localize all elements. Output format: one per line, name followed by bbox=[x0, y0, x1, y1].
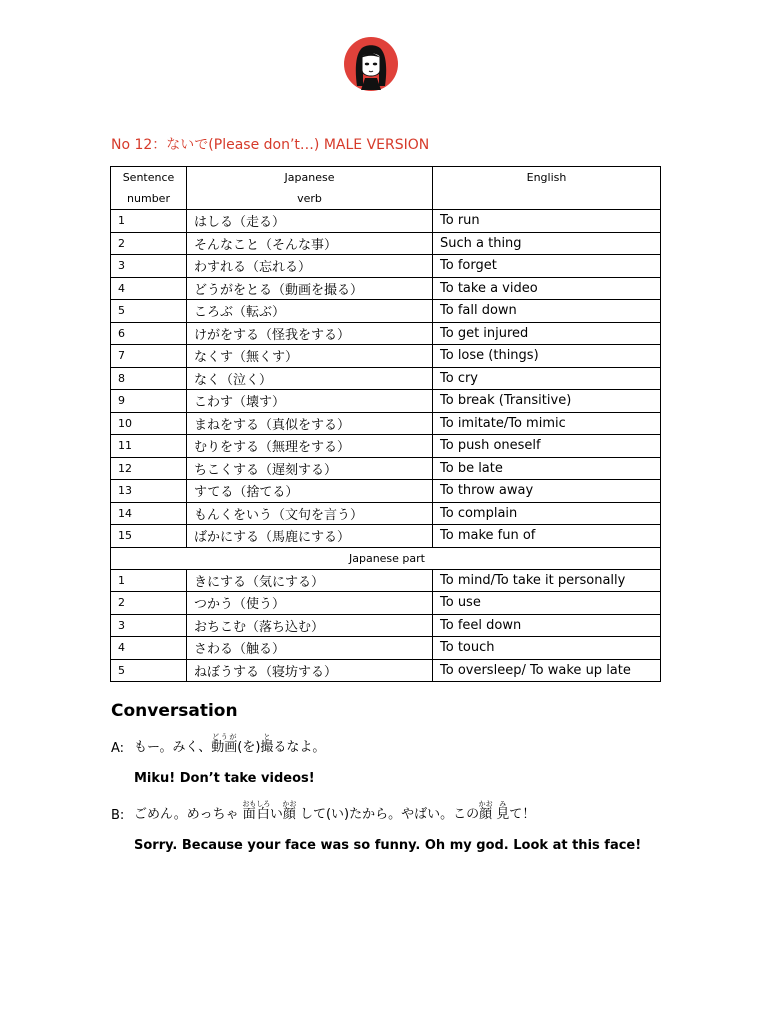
sentence-number-cell: 7 bbox=[111, 345, 187, 368]
japanese-verb-cell: なく（泣く） bbox=[187, 367, 433, 390]
kanji: 顔 bbox=[478, 807, 493, 822]
sentence-number-cell: 1 bbox=[111, 569, 187, 592]
english-cell: To complain bbox=[433, 502, 661, 525]
english-cell: To mind/To take it personally bbox=[433, 569, 661, 592]
table-header-row bbox=[111, 167, 661, 210]
header-english bbox=[433, 167, 661, 210]
japanese-verb-cell: おちこむ（落ち込む） bbox=[187, 614, 433, 637]
anime-girl-logo bbox=[343, 36, 399, 92]
line-a-english: Miku! Don’t take videos! bbox=[134, 771, 315, 786]
japanese-verb-cell: ばかにする（馬鹿にする） bbox=[187, 525, 433, 548]
furigana: どうが bbox=[211, 733, 238, 741]
kanji: 動画 bbox=[211, 740, 238, 755]
english-cell: To push oneself bbox=[433, 435, 661, 458]
furigana-word bbox=[260, 733, 274, 755]
sentence-number-cell: 3 bbox=[111, 255, 187, 278]
japanese-verb-cell: すてる（捨てる） bbox=[187, 480, 433, 503]
table-row bbox=[111, 367, 661, 390]
line-text: もー。みく、 bbox=[134, 740, 212, 755]
japanese-verb-cell: まねをする（真似をする） bbox=[187, 412, 433, 435]
section-label: Japanese part bbox=[111, 547, 661, 569]
japanese-verb-cell: むりをする（無理をする） bbox=[187, 435, 433, 458]
japanese-verb-cell: ころぶ（転ぶ） bbox=[187, 300, 433, 323]
furigana: と bbox=[260, 733, 274, 741]
header-text: verb bbox=[297, 192, 322, 205]
english-cell: To cry bbox=[433, 367, 661, 390]
english-cell: To forget bbox=[433, 255, 661, 278]
table-row bbox=[111, 390, 661, 413]
sentence-number-cell: 4 bbox=[111, 277, 187, 300]
line-b-japanese bbox=[134, 800, 535, 827]
header-text: English bbox=[526, 171, 567, 184]
kanji: 見 bbox=[496, 807, 510, 822]
header-japanese-verb bbox=[187, 167, 433, 210]
english-cell: To touch bbox=[433, 637, 661, 660]
sentence-number-cell: 4 bbox=[111, 637, 187, 660]
table-row bbox=[111, 277, 661, 300]
japanese-verb-cell: なくす（無くす） bbox=[187, 345, 433, 368]
table-row bbox=[111, 502, 661, 525]
section-row bbox=[111, 547, 661, 569]
english-cell: To make fun of bbox=[433, 525, 661, 548]
furigana-word bbox=[478, 800, 493, 822]
kanji: 顔 bbox=[282, 807, 297, 822]
table-row bbox=[111, 322, 661, 345]
line-a-japanese bbox=[134, 733, 325, 760]
english-cell: To oversleep/ To wake up late bbox=[433, 659, 661, 682]
table-row bbox=[111, 659, 661, 682]
line-b-english: Sorry. Because your face was so funny. Oh my god. Look at this face! bbox=[134, 838, 642, 853]
english-cell: To imitate/To mimic bbox=[433, 412, 661, 435]
table-row bbox=[111, 435, 661, 458]
japanese-verb-cell: さわる（触る） bbox=[187, 637, 433, 660]
sentence-number-cell: 5 bbox=[111, 300, 187, 323]
header-sentence-number bbox=[111, 167, 187, 210]
sentence-number-cell: 10 bbox=[111, 412, 187, 435]
sentence-number-cell: 13 bbox=[111, 480, 187, 503]
furigana-word bbox=[496, 800, 510, 822]
speaker-b-label: B: bbox=[111, 808, 125, 823]
table-row bbox=[111, 569, 661, 592]
furigana-word bbox=[242, 800, 271, 822]
header-text: Japanese bbox=[284, 171, 335, 184]
table-row bbox=[111, 457, 661, 480]
line-text: して(い)たから。やばい。この bbox=[295, 807, 480, 822]
japanese-verb-cell: こわす（壊す） bbox=[187, 390, 433, 413]
japanese-verb-cell: どうがをとる（動画を撮る） bbox=[187, 277, 433, 300]
table-row bbox=[111, 592, 661, 615]
sentence-number-cell: 12 bbox=[111, 457, 187, 480]
furigana: かお bbox=[478, 800, 493, 808]
header-text: Sentence bbox=[122, 171, 175, 184]
sentence-number-cell: 3 bbox=[111, 614, 187, 637]
english-cell: To be late bbox=[433, 457, 661, 480]
sentence-number-cell: 5 bbox=[111, 659, 187, 682]
sentence-number-cell: 1 bbox=[111, 210, 187, 233]
table-row bbox=[111, 232, 661, 255]
furigana: おもしろ bbox=[242, 800, 271, 808]
english-cell: To lose (things) bbox=[433, 345, 661, 368]
japanese-verb-cell: ちこくする（遅刻する） bbox=[187, 457, 433, 480]
sentence-number-cell: 2 bbox=[111, 232, 187, 255]
page-title: No 12：ないで(Please don’t…) MALE VERSION bbox=[111, 137, 430, 153]
table-row bbox=[111, 525, 661, 548]
english-cell: Such a thing bbox=[433, 232, 661, 255]
sentence-number-cell: 9 bbox=[111, 390, 187, 413]
sentence-number-cell: 6 bbox=[111, 322, 187, 345]
english-cell: To get injured bbox=[433, 322, 661, 345]
header-text: number bbox=[127, 192, 170, 205]
japanese-verb-cell: ねぼうする（寝坊する） bbox=[187, 659, 433, 682]
japanese-verb-cell: けがをする（怪我をする） bbox=[187, 322, 433, 345]
japanese-verb-cell: きにする（気にする） bbox=[187, 569, 433, 592]
english-cell: To fall down bbox=[433, 300, 661, 323]
table-row bbox=[111, 255, 661, 278]
japanese-verb-cell: もんくをいう（文句を言う） bbox=[187, 502, 433, 525]
table-row bbox=[111, 637, 661, 660]
japanese-verb-cell: そんなこと（そんな事） bbox=[187, 232, 433, 255]
vocabulary-table bbox=[110, 166, 661, 682]
japanese-verb-cell: わすれる（忘れる） bbox=[187, 255, 433, 278]
line-text: (を) bbox=[237, 740, 261, 755]
speaker-a-label: A: bbox=[111, 741, 125, 756]
english-cell: To take a video bbox=[433, 277, 661, 300]
line-text: ごめん。めっちゃ bbox=[134, 807, 243, 822]
kanji: 面白 bbox=[242, 807, 271, 822]
line-text: て！ bbox=[509, 807, 536, 822]
japanese-verb-cell: つかう（使う） bbox=[187, 592, 433, 615]
table-row bbox=[111, 412, 661, 435]
conversation-title: Conversation bbox=[111, 701, 238, 721]
table-row bbox=[111, 345, 661, 368]
english-cell: To throw away bbox=[433, 480, 661, 503]
table-row bbox=[111, 210, 661, 233]
kanji: 撮 bbox=[260, 740, 274, 755]
japanese-verb-cell: はしる（走る） bbox=[187, 210, 433, 233]
furigana: かお bbox=[282, 800, 297, 808]
line-text: るなよ。 bbox=[273, 740, 326, 755]
english-cell: To run bbox=[433, 210, 661, 233]
sentence-number-cell: 15 bbox=[111, 525, 187, 548]
english-cell: To use bbox=[433, 592, 661, 615]
table-row bbox=[111, 480, 661, 503]
english-cell: To feel down bbox=[433, 614, 661, 637]
sentence-number-cell: 8 bbox=[111, 367, 187, 390]
table-row bbox=[111, 614, 661, 637]
furigana-word bbox=[282, 800, 297, 822]
sentence-number-cell: 11 bbox=[111, 435, 187, 458]
sentence-number-cell: 14 bbox=[111, 502, 187, 525]
furigana-word bbox=[211, 733, 238, 755]
sentence-number-cell: 2 bbox=[111, 592, 187, 615]
furigana: み bbox=[496, 800, 510, 808]
table-row bbox=[111, 300, 661, 323]
english-cell: To break (Transitive) bbox=[433, 390, 661, 413]
line-text: い bbox=[269, 807, 283, 822]
